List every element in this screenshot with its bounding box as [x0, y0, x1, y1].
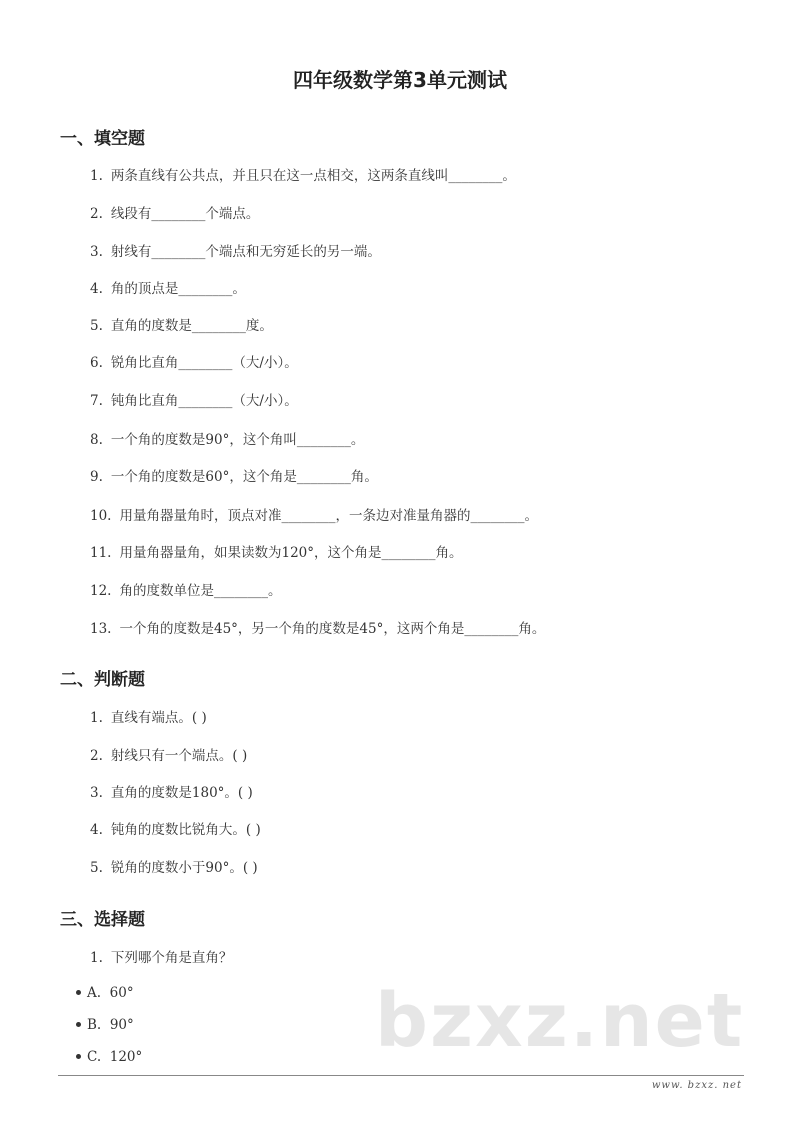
- question-number: 1.: [90, 710, 103, 726]
- fill-question-10: [90, 504, 538, 524]
- question-number: 1.: [90, 168, 103, 184]
- choice-option-b: [76, 1017, 134, 1033]
- bullet-icon: [76, 1022, 81, 1027]
- question-text: 锐角的度数小于90°。( ): [110, 860, 258, 876]
- watermark: bzxz.net: [375, 978, 745, 1064]
- question-number: 7.: [90, 393, 103, 409]
- fill-question-11: [90, 541, 463, 561]
- question-number: 8.: [90, 432, 103, 448]
- page-title: 四年级数学第3单元测试: [293, 68, 507, 92]
- fill-question-3: [90, 240, 381, 260]
- question-text: 下列哪个角是直角？: [110, 950, 233, 966]
- question-number: 9.: [90, 469, 103, 485]
- judge-question-2: [90, 744, 247, 764]
- question-number: 10.: [90, 508, 112, 524]
- fill-question-9: [90, 465, 378, 485]
- judge-question-5: [90, 856, 258, 876]
- fill-question-5: [90, 314, 273, 334]
- choice-question-1: [90, 946, 232, 966]
- question-text: 用量角器量角时，顶点对准________，一条边对准量角器的________。: [119, 508, 538, 524]
- question-number: 12.: [90, 583, 112, 599]
- section-heading-true-false: 二、判断题: [60, 670, 145, 690]
- judge-question-3: [90, 781, 253, 801]
- option-text: 120°: [109, 1049, 143, 1065]
- question-number: 2.: [90, 206, 103, 222]
- question-number: 4.: [90, 281, 103, 297]
- question-number: 3.: [90, 244, 103, 260]
- question-number: 13.: [90, 621, 112, 637]
- fill-question-4: [90, 277, 246, 297]
- question-text: 一个角的度数是45°，另一个角的度数是45°，这两个角是________角。: [119, 621, 546, 637]
- option-text: 60°: [109, 985, 134, 1001]
- footer-url: www. bzxz. net: [651, 1080, 742, 1091]
- question-text: 钝角的度数比锐角大。( ): [110, 822, 261, 838]
- section-heading-fill-in: 一、填空题: [60, 129, 145, 149]
- question-text: 一个角的度数是60°，这个角是________角。: [110, 469, 378, 485]
- choice-option-a: [76, 985, 134, 1001]
- question-text: 射线有________个端点和无穷延长的另一端。: [110, 244, 381, 260]
- fill-question-2: [90, 202, 259, 222]
- judge-question-4: [90, 818, 261, 838]
- question-number: 5.: [90, 860, 103, 876]
- question-number: 4.: [90, 822, 103, 838]
- bullet-icon: [76, 1054, 81, 1059]
- question-text: 射线只有一个端点。( ): [110, 748, 248, 764]
- judge-question-1: [90, 706, 207, 726]
- question-number: 2.: [90, 748, 103, 764]
- fill-question-8: [90, 428, 364, 448]
- question-number: 1.: [90, 950, 103, 966]
- fill-question-12: [90, 579, 281, 599]
- bullet-icon: [76, 990, 81, 995]
- question-text: 两条直线有公共点，并且只在这一点相交，这两条直线叫________。: [110, 168, 516, 184]
- choice-option-c: [76, 1049, 142, 1065]
- question-text: 线段有________个端点。: [110, 206, 260, 222]
- fill-question-13: [90, 617, 545, 637]
- question-number: 6.: [90, 355, 103, 371]
- question-text: 直线有端点。( ): [110, 710, 207, 726]
- question-text: 直角的度数是________度。: [110, 318, 273, 334]
- footer-divider: [58, 1075, 744, 1076]
- option-text: 90°: [109, 1017, 134, 1033]
- fill-question-6: [90, 351, 298, 371]
- fill-question-7: [90, 389, 298, 409]
- question-text: 钝角比直角________（大/小）。: [110, 393, 298, 409]
- question-text: 一个角的度数是90°，这个角叫________。: [110, 432, 365, 448]
- question-number: 5.: [90, 318, 103, 334]
- section-heading-multiple-choice: 三、选择题: [60, 910, 145, 930]
- option-label: A.: [87, 985, 102, 1001]
- question-text: 锐角比直角________（大/小）。: [110, 355, 298, 371]
- question-number: 11.: [90, 545, 112, 561]
- question-text: 角的顶点是________。: [110, 281, 246, 297]
- fill-question-1: [90, 164, 516, 184]
- question-number: 3.: [90, 785, 103, 801]
- question-text: 直角的度数是180°。( ): [110, 785, 253, 801]
- question-text: 角的度数单位是________。: [119, 583, 282, 599]
- option-label: B.: [87, 1017, 102, 1033]
- question-text: 用量角器量角，如果读数为120°，这个角是________角。: [119, 545, 463, 561]
- option-label: C.: [87, 1049, 102, 1065]
